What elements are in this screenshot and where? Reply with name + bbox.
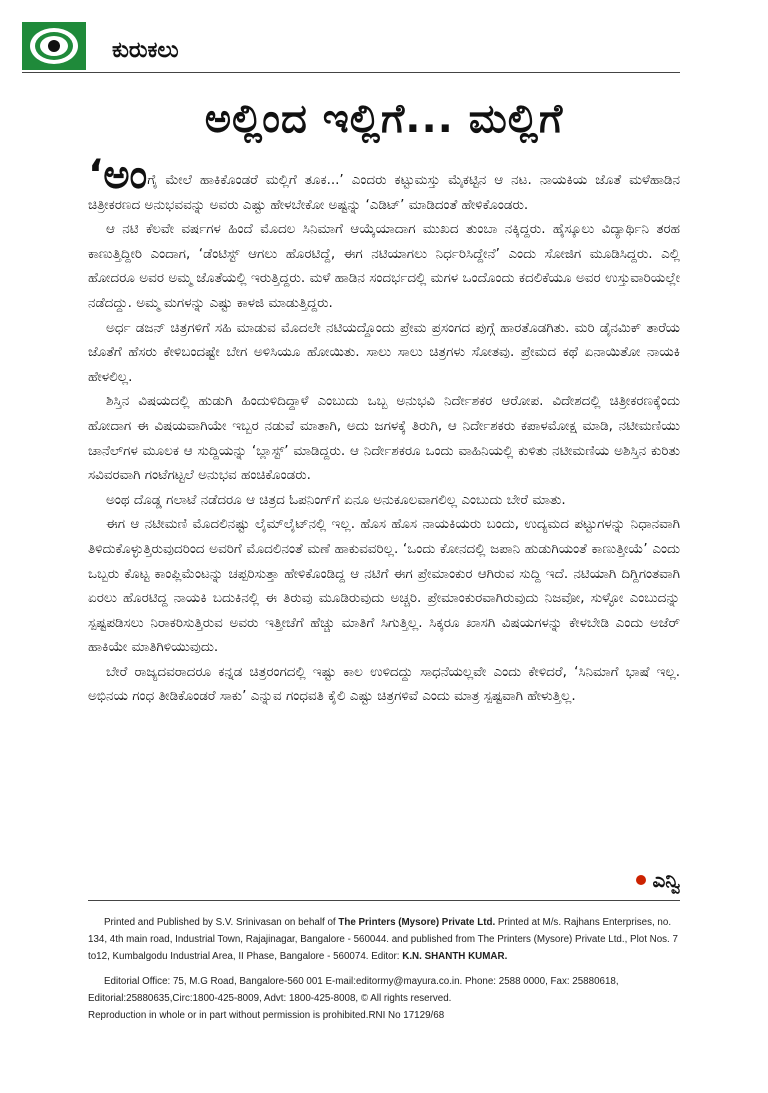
article-paragraph: ಶಿಸ್ತಿನ ವಿಷಯದಲ್ಲಿ ಹುಡುಗಿ ಹಿಂದುಳಿದಿದ್ದಾಳೆ ಎಂಬುದು ಒಬ್ಬ ಅನುಭವಿ ನಿರ್ದೇಶಕರ ಆರೋಪ. ವಿದೇಶದಲ್ಲಿ ಚಿತ್ರೀಕರಣಕ್ಕೆಂದು ಹೋದಾಗ ಈ ವಿಷಯವಾಗಿಯೇ ಇಬ್ಬರ ನಡುವೆ ಮಾತಾಗಿ, ಅದು ಜಗಳಕ್ಕೆ ತಿರುಗಿ, ಆ ನಿರ್ದೇಶಕರು ಕಪಾಳಮೋಕ್ಷ ಮಾಡಿ, ನಟೀಮಣಿಯು ಚಾನೆಲ್‌ಗಳ ಮೂಲಕ ಆ ಸುದ್ದಿಯನ್ನು ‘ಬ್ಲಾಸ್ಟ್’ ಮಾಡಿದ್ದರು. ಆ ನಿರ್ದೇಶಕರೂ ಒಂದು ವಾಹಿನಿಯಲ್ಲಿ ಕುಳಿತು ನಟೀಮಣಿಯ ಅಶಿಸ್ತಿನ ಕುರಿತು ಸವಿವರವಾಗಿ ಗಂಟೆಗಟ್ಟಲೆ ಅನುಭವ ಹಂಚಿಕೊಂಡರು. <box>88 393 680 484</box>
header-divider <box>22 72 680 73</box>
imprint-footer <box>88 914 680 1032</box>
bullet-dot-icon <box>636 875 646 885</box>
imprint-publisher: Printed and Published by S.V. Srinivasan on behalf of The Printers (Mysore) Private Ltd. Printed at M/s. Rajhans Enterprises, no. 134, 4th main road, Industrial Town, Rajajinagar, Bangalore - 560044. and published from The Printers (Mysore) Private Ltd., Plot Nos. 7 to12, Kumbalgodu Industrial Area, II Phase, Bangalore - 560074. Editor: K.N. SHANTH KUMAR. <box>88 917 678 962</box>
section-label: ಕುರುಕಲು <box>112 38 179 63</box>
article-paragraph: ಅರ್ಧ ಡಜನ್ ಚಿತ್ರಗಳಿಗೆ ಸಹಿ ಮಾಡುವ ಮೊದಲೇ ನಟಿಯದ್ದೊಂದು ಪ್ರೇಮ ಪ್ರಸಂಗದ ಪುಗ್ಗೆ ಹಾರತೊಡಗಿತು. ಮರಿ ಡೈನಮಿಕ್ ತಾರೆಯ ಜೊತೆಗೆ ಹೆಸರು ಕೇಳಿಬಂದಷ್ಟೇ ಬೇಗ ಅಳಿಸಿಯೂ ಹೋಯಿತು. ಸಾಲು ಸಾಲು ಚಿತ್ರಗಳು ಸೋತವು. ಪ್ರೇಮದ ಕಥೆ ಏನಾಯಿತೋ ನಾಯಕಿ ಹೇಳಲಿಲ್ಲ. <box>88 319 680 385</box>
drop-cap: ‘ಅಂ <box>88 152 148 198</box>
publication-logo <box>22 22 86 70</box>
author-signature <box>636 868 680 892</box>
article-paragraph: ಈಗ ಆ ನಟೀಮಣಿ ಮೊದಲಿನಷ್ಟು ಲೈಮ್‌ಲೈಟ್‌ನಲ್ಲಿ ಇಲ್ಲ. ಹೊಸ ಹೊಸ ನಾಯಕಿಯರು ಬಂದು, ಉದ್ಯಮದ ಪಟ್ಟುಗಳನ್ನು ನಿಧಾನವಾಗಿ ತಿಳಿದುಕೊಳ್ಳುತ್ತಿರುವುದರಿಂದ ಅವರಿಗೆ ಮೊದಲಿನಂತೆ ಮಣೆ ಹಾಕುವವರಿಲ್ಲ. ‘ಒಂದು ಕೋನದಲ್ಲಿ ಜಪಾನಿ ಹುಡುಗಿಯಂತೆ ಕಾಣುತ್ತೀಯೆ’ ಎಂದು ಒಬ್ಬರು ಕೊಟ್ಟ ಕಾಂಪ್ಲಿಮೆಂಟನ್ನು ಚಪ್ಪರಿಸುತ್ತಾ ಹೇಳಿಕೊಂಡಿದ್ದ ಆ ನಟಿಗೆ ಈಗ ಪ್ರೇಮಾಂಕುರ ಆಗಿರುವ ಸುದ್ದಿ ಇದೆ. ನಟಿಯಾಗಿ ದಿಗ್ದಿಗಂತವಾಗಿ ಏರಲು ಹೊರಟಿದ್ದ ನಾಯಕಿ ಬದುಕಿನಲ್ಲಿ ಈ ತಿರುವು ಮೂಡಿರುವುದು ಅಚ್ಚರಿ. ಪ್ರೇಮಾಂಕುರವಾಗಿರುವುದು ನಿಜವೋ, ಸುಳ್ಳೋ ಎಂಬುದನ್ನು ಸ್ಪಷ್ಟಪಡಿಸಲು ನಿರಾಕರಿಸುತ್ತಿರುವ ಅವರು ಇತ್ತೀಚೆಗೆ ಹೆಚ್ಚು ಮಾತಿಗೆ ಸಿಗುತ್ತಿಲ್ಲ. ಸಿಕ್ಕರೂ ಖಾಸಗಿ ವಿಷಯಗಳನ್ನು ಕೇಳಬೇಡಿ ಎಂದು ಅಜೆರ್ ಹಾಕಿಯೇ ಮಾತಿಗಿಳಿಯುವುದು. <box>88 516 680 656</box>
article-paragraph: ಬೇರೆ ರಾಜ್ಯದವರಾದರೂ ಕನ್ನಡ ಚಿತ್ರರಂಗದಲ್ಲಿ ಇಷ್ಟು ಕಾಲ ಉಳಿದದ್ದು ಸಾಧನೆಯಲ್ಲವೇ ಎಂದು ಕೇಳಿದರೆ, ‘ಸಿನಿಮಾಗೆ ಭಾಷೆ ಇಲ್ಲ. ಅಭಿನಯ ಗಂಧ ತೀಡಿಕೊಂಡರೆ ಸಾಕು’ ಎನ್ನುವ ಗಂಧವತಿ ಕೈಲಿ ಎಷ್ಟು ಚಿತ್ರಗಳಿವೆ ಎಂದು ಮಾತ್ರ ಸ್ಪಷ್ಟವಾಗಿ ಹೇಳುತ್ತಿಲ್ಲ. <box>88 663 680 705</box>
article-paragraph: ‘ಅಂಗೈ ಮೇಲೆ ಹಾಕಿಕೊಂಡರೆ ಮಲ್ಲಿಗೆ ತೂಕ...’ ಎಂದರು ಕಟ್ಟುಮಸ್ತು ಮೈಕಟ್ಟಿನ ಆ ನಟ. ನಾಯಕಿಯ ಜೊತೆ ಮಳೆಹಾಡಿನ ಚಿತ್ರೀಕರಣದ ಅನುಭವವನ್ನು ಅವರು ಎಷ್ಟು ಹೇಳಬೇಕೋ ಅಷ್ಟನ್ನು ‘ಎಡಿಟ್’ ಮಾಡಿದಂತೆ ಹೇಳಿಕೊಂಡರು. <box>88 152 680 213</box>
imprint-rights: Reproduction in whole or in part without permission is prohibited.RNI No 17129/68 <box>88 1010 445 1021</box>
article-title: ಅಲ್ಲಿಂದ ಇಲ್ಲಿಗೆ... ಮಲ್ಲಿಗೆ <box>204 96 564 142</box>
article-body <box>88 152 680 709</box>
article-paragraph: ಅಂಥ ದೊಡ್ಡ ಗಲಾಟೆ ನಡೆದರೂ ಆ ಚಿತ್ರದ ಓಪನಿಂಗ್‌ಗೆ ಏನೂ ಅನುಕೂಲವಾಗಲಿಲ್ಲ ಎಂಬುದು ಬೇರೆ ಮಾತು. <box>106 491 566 508</box>
imprint-contact: Editorial Office: 75, M.G Road, Bangalore-560 001 E-mail:editormy@mayura.co.in. Phone: 2588 0000, Fax: 25880618, Editorial:25880635,Circ:1800-425-8009, Advt: 1800-425-8008, © All rights reserved. Reproduction in whole or in part without permission is prohibited.RNI No 17129/68 <box>88 976 619 1021</box>
article-paragraph: ಆ ನಟಿ ಕೆಲವೇ ವರ್ಷಗಳ ಹಿಂದೆ ಮೊದಲ ಸಿನಿಮಾಗೆ ಆಯ್ಕೆಯಾದಾಗ ಮುಖದ ತುಂಬಾ ನಕ್ಕಿದ್ದರು. ಹೈಸ್ಕೂಲು ವಿದ್ಯಾರ್ಥಿನಿ ತರಹ ಕಾಣುತ್ತಿದ್ದೀರಿ ಎಂದಾಗ, ‘ಡೆಂಟಿಸ್ಟ್ ಆಗಲು ಹೊರಟಿದ್ದೆ, ಈಗ ನಟಿಯಾಗಲು ನಿರ್ಧರಿಸಿದ್ದೇನೆ’ ಎಂದು ಸೋಜಿಗ ಮೂಡಿಸಿದ್ದರು. ಎಲ್ಲಿ ಹೋದರೂ ಅವರ ಅಮ್ಮ ಜೊತೆಯಲ್ಲಿ ಇರುತ್ತಿದ್ದರು. ಮಳೆ ಹಾಡಿನ ಸಂದರ್ಭದಲ್ಲಿ ಮಗಳ ಒಂದೊಂದು ಕದಲಿಕೆಯೂ ಅವರ ಉಸ್ತುವಾರಿಯಲ್ಲೇ ನಡೆದದ್ದು. ಅಮ್ಮ ಮಗಳನ್ನು ಎಷ್ಟು ಕಾಳಜಿ ಮಾಡುತ್ತಿದ್ದರು. <box>88 221 680 311</box>
author-name: ಎನ್ವಿ <box>652 868 680 892</box>
eye-logo-icon <box>48 40 60 52</box>
footer-divider <box>88 900 680 901</box>
